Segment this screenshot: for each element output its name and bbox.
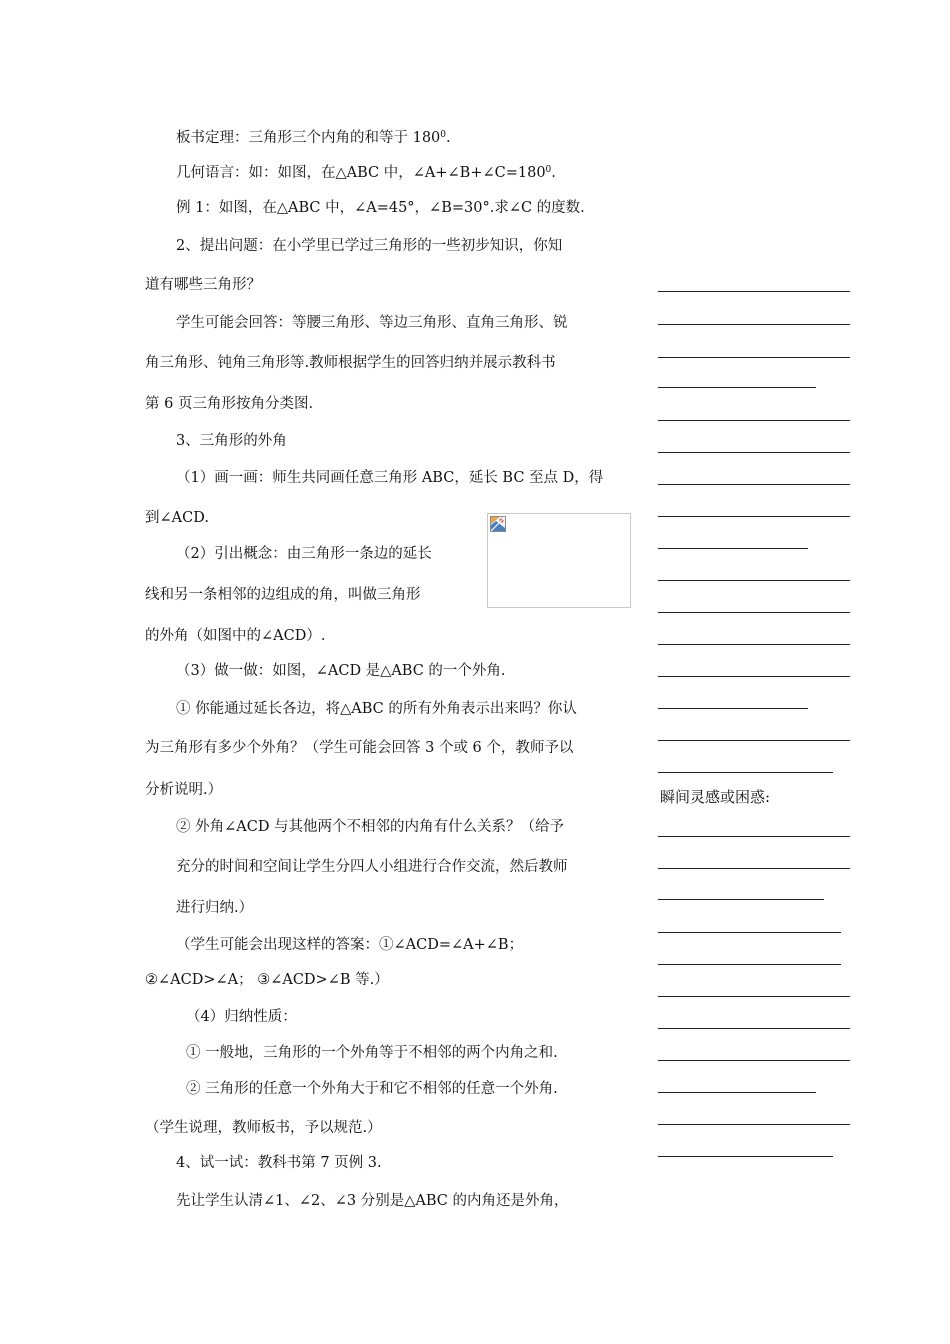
text-line: 先让学生认清∠1、∠2、∠3 分别是△ABC 的内角还是外角，	[176, 1193, 569, 1209]
text-line: ②∠ACD>∠A； ③∠ACD>∠B 等.）	[145, 972, 389, 988]
note-line[interactable]	[658, 548, 808, 549]
figure-placeholder	[487, 513, 631, 608]
note-line[interactable]	[658, 932, 841, 933]
text-line: 几何语言：如：如图，在△ABC 中，$\angle A+\angle B+\angle C=180^0$.	[176, 165, 556, 181]
note-line[interactable]	[658, 612, 850, 613]
note-line[interactable]	[658, 324, 850, 325]
text-line: 3、三角形的外角	[176, 433, 287, 449]
text-line: （4）归纳性质：	[186, 1009, 297, 1025]
note-line[interactable]	[658, 868, 850, 869]
note-line[interactable]	[658, 452, 850, 453]
note-line[interactable]	[658, 836, 850, 837]
text-line: 2、提出问题：在小学里已学过三角形的一些初步知识，你知	[176, 238, 563, 254]
text-line: （学生说理，教师板书，予以规范.）	[145, 1120, 382, 1136]
note-line[interactable]	[658, 996, 850, 997]
note-line[interactable]	[658, 484, 850, 485]
text-line: 例 1：如图，在△ABC 中，∠A=45°，∠B=30°.求∠C 的度数.	[176, 200, 585, 216]
text-line: ② 外角∠ACD 与其他两个不相邻的内角有什么关系？（给予	[176, 819, 565, 835]
note-line[interactable]	[658, 1156, 833, 1157]
note-line[interactable]	[658, 676, 850, 677]
inspiration-label: 瞬间灵感或困惑:	[660, 788, 771, 806]
text-line: 的外角（如图中的∠ACD）.	[145, 628, 326, 644]
note-line[interactable]	[658, 1060, 850, 1061]
text-line: 分析说明.）	[145, 782, 223, 798]
note-line[interactable]	[658, 1092, 816, 1093]
text-line: ① 你能通过延长各边，将△ABC 的所有外角表示出来吗？你认	[176, 701, 577, 717]
note-line[interactable]	[658, 357, 850, 358]
text-line: 进行归纳.）	[176, 900, 254, 916]
note-line[interactable]	[658, 964, 841, 965]
note-line[interactable]	[658, 420, 850, 421]
note-line[interactable]	[658, 1124, 850, 1125]
note-line[interactable]	[658, 1028, 850, 1029]
text-line: 板书定理：三角形三个内角的和等于 $180^0$.	[176, 130, 451, 146]
note-line[interactable]	[658, 740, 850, 741]
note-line[interactable]	[658, 580, 850, 581]
text-line: 充分的时间和空间让学生分四人小组进行合作交流，然后教师	[176, 859, 568, 875]
text-line: （1）画一画：师生共同画任意三角形 ABC，延长 BC 至点 D，得	[176, 470, 604, 486]
note-line[interactable]	[658, 291, 850, 292]
text-line: 到∠ACD.	[145, 510, 209, 526]
text-line: 为三角形有多少个外角？（学生可能会回答 3 个或 6 个，教师予以	[145, 740, 574, 756]
text-line: （3）做一做：如图，∠ACD 是△ABC 的一个外角.	[176, 663, 506, 679]
text-line: 线和另一条相邻的边组成的角，叫做三角形	[145, 587, 421, 603]
note-line[interactable]	[658, 516, 850, 517]
text-line: 第 6 页三角形按角分类图.	[145, 396, 314, 412]
note-line[interactable]	[658, 644, 850, 645]
note-line[interactable]	[658, 387, 816, 388]
broken-image-icon	[490, 516, 506, 532]
text-line: 角三角形、钝角三角形等.教师根据学生的回答归纳并展示教科书	[145, 355, 556, 371]
text-line: （学生可能会出现这样的答案：①∠ACD=∠A+∠B；	[176, 937, 524, 953]
text-line: ② 三角形的任意一个外角大于和它不相邻的任意一个外角.	[186, 1081, 558, 1097]
note-line[interactable]	[658, 899, 824, 900]
note-line[interactable]	[658, 708, 808, 709]
text-line: 道有哪些三角形？	[145, 277, 261, 293]
text-line: 4、试一试：教科书第 7 页例 3.	[176, 1155, 382, 1171]
note-line[interactable]	[658, 772, 833, 773]
text-line: （2）引出概念：由三角形一条边的延长	[176, 546, 432, 562]
text-line: 学生可能会回答：等腰三角形、等边三角形、直角三角形、锐	[176, 315, 568, 331]
text-line: ① 一般地，三角形的一个外角等于不相邻的两个内角之和.	[186, 1045, 558, 1061]
